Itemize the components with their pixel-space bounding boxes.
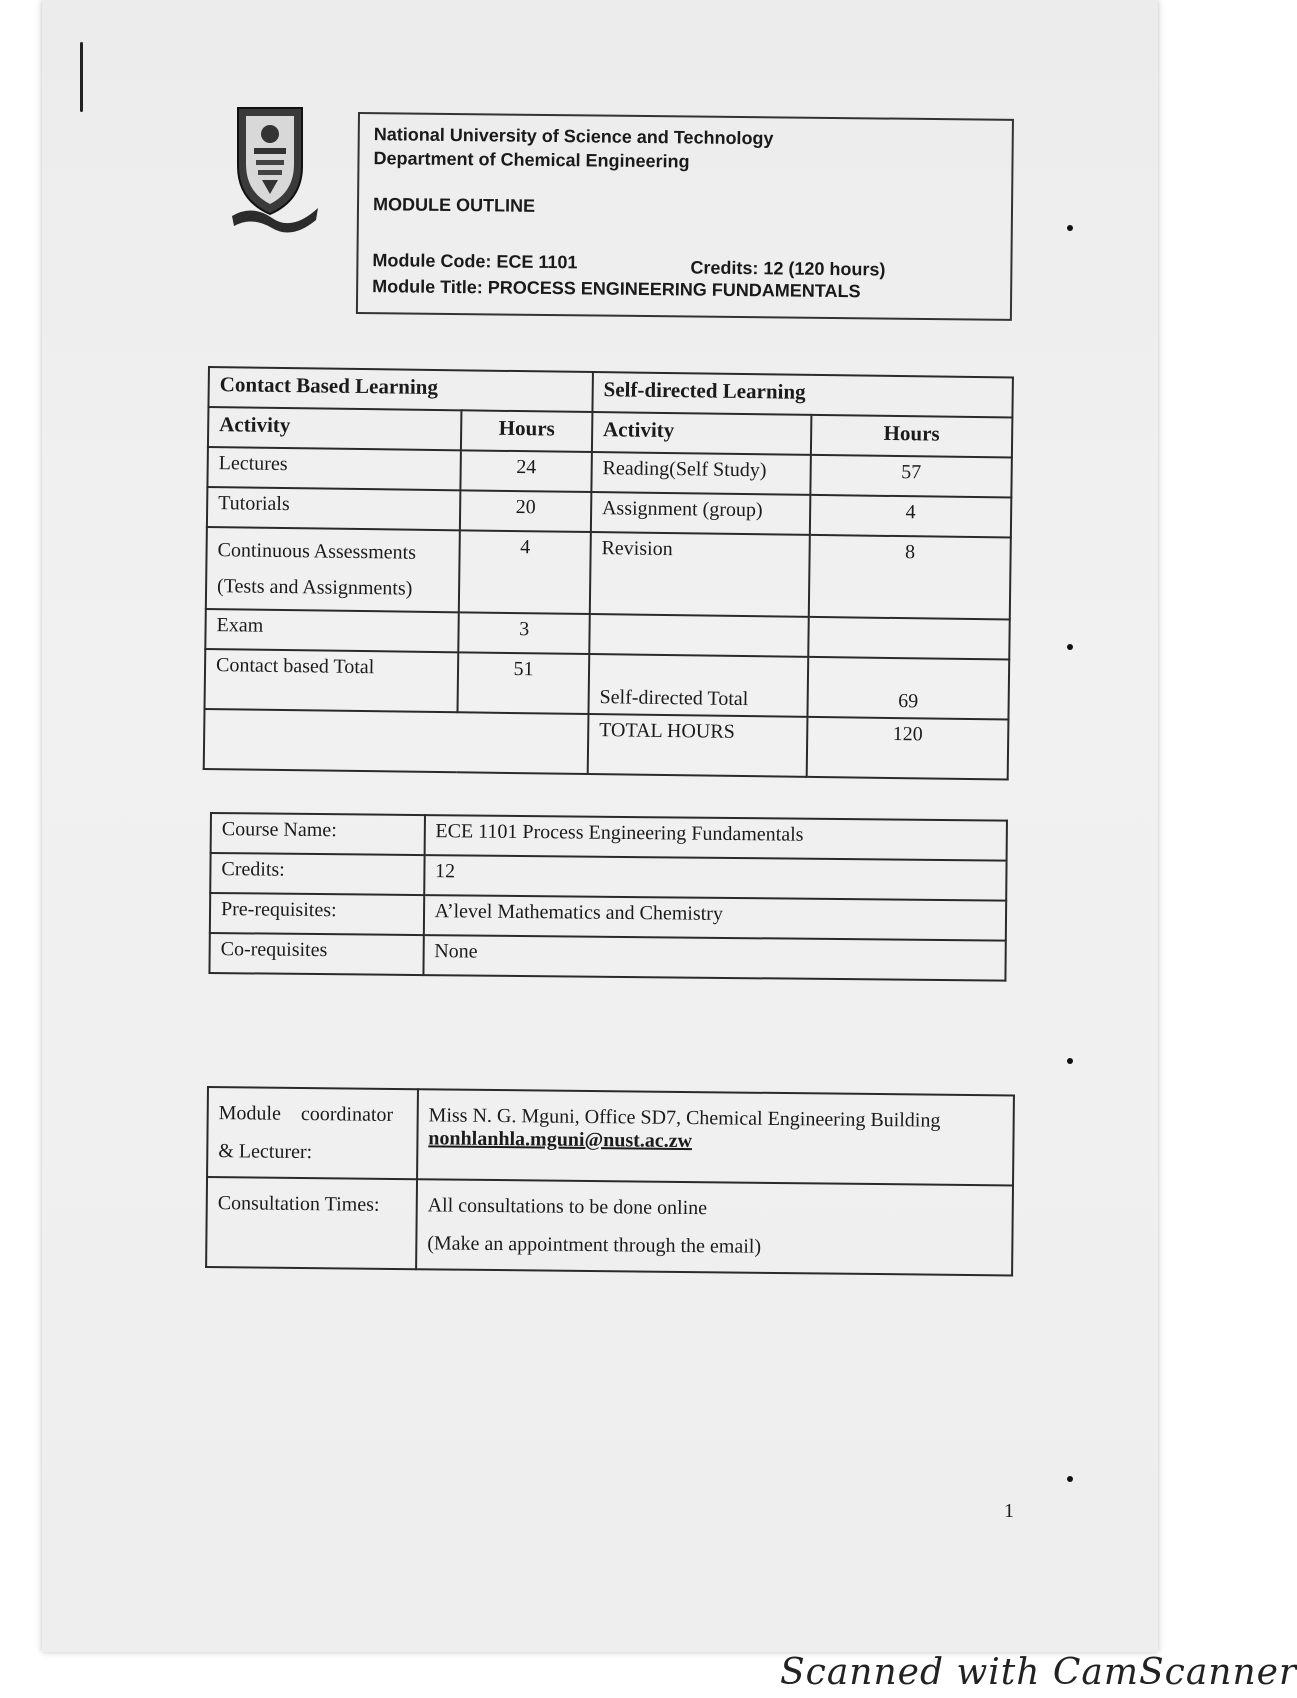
table-row (204, 709, 1009, 780)
coordinator-label: Module coordinator (218, 1102, 394, 1126)
consultation-line: All consultations to be done online (427, 1194, 708, 1220)
hours-cell: 57 (810, 455, 1012, 498)
hours-cell: 4 (810, 495, 1012, 538)
field-label (207, 1087, 418, 1179)
coordinator-label: & Lecturer: (218, 1140, 313, 1164)
table-row (207, 1087, 1014, 1185)
page-number: 1 (1004, 1500, 1014, 1522)
contact-learning-heading: Contact Based Learning (208, 367, 592, 412)
bullet-dot (1067, 225, 1073, 231)
bullet-dot (1067, 644, 1073, 650)
total-hours-label: TOTAL HOURS (588, 714, 808, 777)
activity-cell: Reading(Self Study) (591, 452, 811, 495)
scanner-watermark: Scanned with CamScanner (780, 1652, 1297, 1693)
field-label: Pre-requisites: (210, 893, 424, 935)
course-info-table (208, 812, 1008, 982)
document-type: MODULE OUTLINE (372, 194, 536, 216)
hours-cell: 51 (458, 652, 589, 714)
field-value: 12 (424, 855, 1007, 901)
hours-cell: 24 (461, 450, 592, 492)
learning-hours-table (203, 366, 1014, 781)
activity-line: (Tests and Assignments) (216, 575, 413, 600)
activity-cell: Assignment (group) (591, 492, 811, 535)
pen-mark (80, 42, 83, 112)
hours-cell: 8 (809, 535, 1011, 620)
field-value: A’level Mathematics and Chemistry (423, 895, 1006, 941)
hours-cell: 69 (807, 657, 1009, 720)
empty-cell (589, 614, 809, 657)
consultation-line: (Make an appointment through the email) (427, 1232, 762, 1258)
table-row (206, 527, 1011, 620)
field-value (416, 1179, 1013, 1275)
table-row (205, 649, 1010, 720)
field-value: None (423, 935, 1006, 981)
activity-cell (206, 527, 460, 612)
field-label: Consultation Times: (206, 1177, 417, 1269)
column-header-activity: Activity (592, 412, 812, 455)
field-value (417, 1089, 1014, 1185)
column-header-activity: Activity (208, 407, 462, 450)
module-credits: Credits: 12 (120 hours) (690, 257, 886, 280)
module-header-box (356, 112, 1014, 321)
activity-cell: Exam (205, 609, 459, 652)
bullet-dot (1067, 1476, 1073, 1482)
university-crest-logo (232, 104, 320, 234)
activity-cell: Tutorials (207, 487, 461, 530)
table-row (209, 933, 1005, 981)
table-row (206, 1177, 1013, 1275)
module-title: Module Title: PROCESS ENGINEERING FUNDAMENTALS (372, 276, 861, 302)
bullet-dot (1067, 1058, 1073, 1064)
coordinator-email-link[interactable]: nonhlanhla.mguni@nust.ac.zw (428, 1127, 693, 1153)
activity-line: Continuous Assessments (217, 539, 417, 564)
hours-cell: 4 (459, 530, 591, 614)
module-code: Module Code: ECE 1101 (372, 250, 578, 273)
coordinator-name: Miss N. G. Mguni, Office SD7, Chemical Engineering Building (428, 1104, 941, 1132)
empty-cell (204, 709, 589, 774)
activity-cell: Lectures (207, 447, 461, 490)
activity-cell: Self-directed Total (588, 654, 808, 717)
field-label: Credits: (210, 853, 424, 895)
university-name: National University of Science and Technology (373, 124, 774, 149)
field-value: ECE 1101 Process Engineering Fundamentals (424, 815, 1007, 861)
activity-cell: Revision (590, 532, 810, 617)
column-header-hours: Hours (811, 415, 1013, 458)
field-label: Course Name: (211, 813, 425, 855)
column-header-hours: Hours (461, 410, 592, 452)
department-name: Department of Chemical Engineering (373, 148, 690, 172)
activity-cell: Contact based Total (205, 649, 459, 712)
field-label: Co-requisites (209, 933, 423, 975)
total-hours-value: 120 (807, 717, 1009, 780)
hours-cell: 3 (459, 612, 590, 654)
empty-cell (808, 617, 1010, 660)
hours-cell: 20 (460, 490, 591, 532)
self-learning-heading: Self-directed Learning (592, 372, 1013, 417)
coordinator-table (205, 1086, 1015, 1276)
